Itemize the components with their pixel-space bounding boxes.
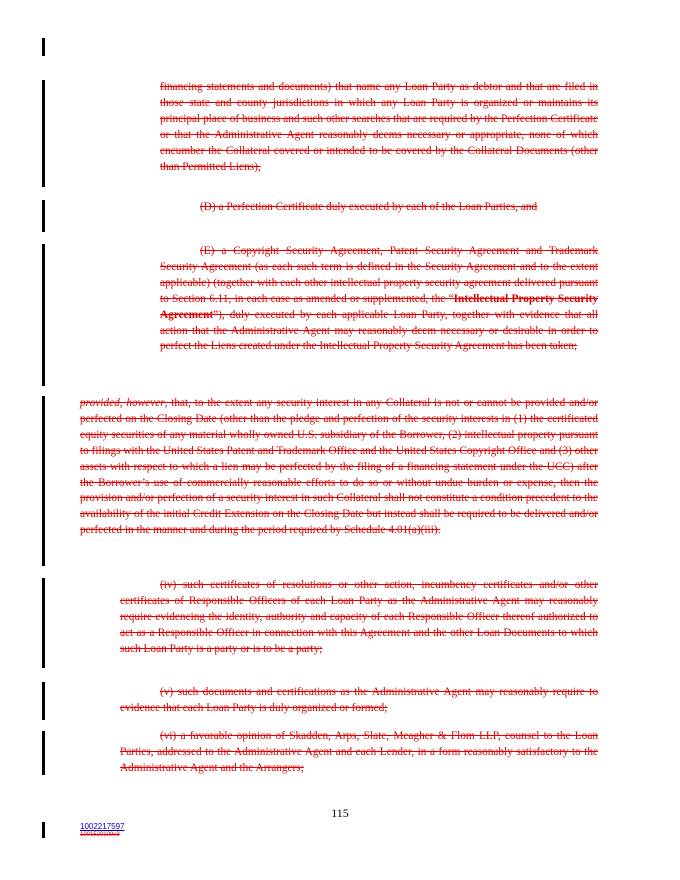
deleted-text: (v) such documents and certifications as the Administrative Agent may reasonably require to evidence that each Loan Party is duly organized or formed;	[120, 686, 598, 714]
deleted-paragraph-perfection-certificate	[160, 200, 598, 216]
defined-term: Intellectual Property Security Agreement	[160, 292, 598, 321]
proviso-lead: provided, however	[80, 397, 165, 409]
change-bar	[42, 578, 45, 668]
change-bar	[42, 244, 45, 386]
deleted-paragraph-organization-documents	[120, 685, 598, 717]
change-bar	[42, 38, 45, 56]
change-bar	[42, 682, 45, 720]
deleted-text: (E) a Copyright Security Agreement, Patent Security Agreement and Trademark Security Agreement (as each such term is defined in the Security Agreement and to the extent applicable) (together with each other intellectual property security agreement delivered pursuant to Section 6.11, in each case as amended or supplemented, the “	[160, 245, 598, 305]
page-number: 115	[331, 806, 349, 820]
deleted-text: (iv) such certificates of resolutions or other action, incumbency certificates and/or other certificates of Responsible Officers of each Loan Party as the Administrative Agent may reasonably require evidencing the identity, authority and capacity of each Responsible Officer thereof authorized to act as a Responsible Officer in connection with this Agreement and the other Loan Documents to which such Loan Party is a party or is to be a party;	[120, 579, 598, 655]
deleted-text: , that, to the extent any security interest in any Collateral is not or cannot be provided and/or perfected on the Closing Date (other than the pledge and perfection of the security interests in (1) the certificated equity securities of any material wholly owned U.S. subsidiary of the Borrower, (2) intellectual property pursuant to filings with the United States Patent and Trademark Office and the United States Copyright Office and (3) other assets with respect to which a lien may be perfected by the filing of a financing statement under the UCC) after the Borrower’s use of commercially reasonable efforts to do so or without undue burden or expense, then the provision and/or perfection of a security interest in such Collateral shall not constitute a condition precedent to the availability of the initial Credit Extension on the Closing Date but instead shall be required to be delivered and/or perfected in the manner and during the period required by Schedule 4.01(a)(iii).	[80, 397, 598, 537]
change-bar	[42, 731, 45, 775]
change-bar	[42, 822, 45, 838]
deleted-paragraph-legal-opinion	[120, 729, 598, 777]
document-id: 1002217597	[80, 822, 125, 831]
deleted-paragraph-officer-certificates	[120, 578, 598, 658]
deleted-paragraph-financing-statements: financing statements and documents) that name any Loan Party as debtor and that are filed in those state and county jurisdictions in which any Loan Party is organized or maintains its principal place of business and such other searches that are required by the Perfection Certificate or that the Administrative Agent reasonably deems necessary or appropriate, none of which encumber the Collateral covered or intended to be covered by the Collateral Documents (other than Permitted Liens),	[160, 81, 598, 173]
change-bar	[42, 80, 45, 187]
deleted-document-id: 1001520109v3	[80, 832, 120, 838]
deleted-paragraph-proviso	[80, 396, 598, 539]
change-bar	[42, 396, 45, 566]
deleted-text: (D) a Perfection Certificate duly executed by each of the Loan Parties, and	[200, 201, 538, 213]
deleted-paragraph-ip-security-agreement	[160, 244, 598, 355]
change-bar	[42, 200, 45, 232]
deleted-text: ”), duly executed by each applicable Loan Party, together with evidence that all action that the Administrative Agent may reasonably deem necessary or desirable in order to perfect the Liens created under the Intellectual Property Security Agreement has been taken;	[160, 308, 598, 353]
deleted-text: (vi) a favorable opinion of Skadden, Arps, Slate, Meagher & Flom LLP, counsel to the Loan Parties, addressed to the Administrative Agent and each Lender, in a form reasonably satisfactory to the Administrative Agent and the Arrangers;	[120, 730, 598, 774]
